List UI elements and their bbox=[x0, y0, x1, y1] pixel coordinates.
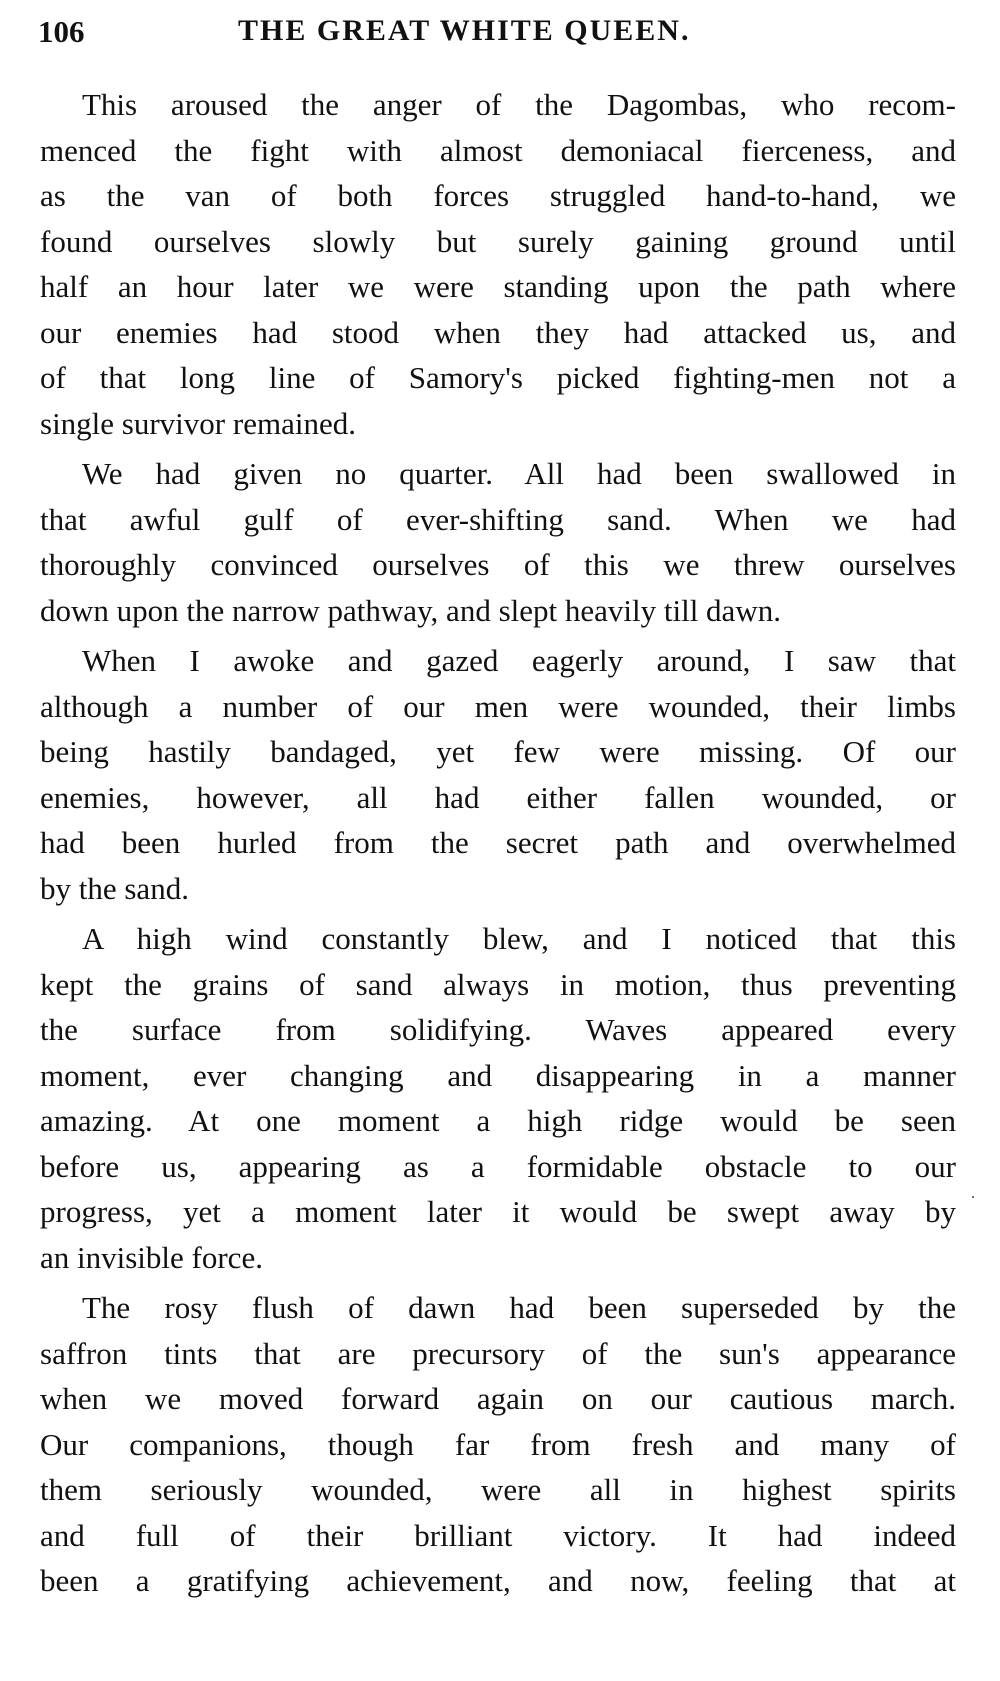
text-line: Our companions, though far from fresh and many of bbox=[40, 1426, 956, 1462]
text-line: progress, yet a moment later it would be swept away by bbox=[40, 1194, 956, 1229]
text-line: half an hour later we were standing upon the path where bbox=[40, 269, 956, 304]
running-title: THE GREAT WHITE QUEEN. bbox=[238, 14, 691, 47]
text-line: thoroughly convinced ourselves of this we threw ourselves bbox=[40, 547, 956, 582]
text-line: found ourselves slowly but surely gaining ground until bbox=[40, 223, 956, 259]
text-line: The rosy flush of dawn had been superseded by the bbox=[82, 1290, 956, 1325]
text-line: being hastily bandaged, yet few were missing. Of our bbox=[40, 734, 956, 769]
text-line: kept the grains of sand always in motion, thus preventing bbox=[40, 966, 956, 1002]
text-line: A high wind constantly blew, and I noticed that this bbox=[82, 921, 956, 956]
text-line: before us, appearing as a formidable obstacle to our bbox=[40, 1148, 956, 1184]
paragraph-4 bbox=[40, 916, 956, 1280]
text-line: and full of their brilliant victory. It had indeed bbox=[40, 1517, 956, 1553]
text-line: amazing. At one moment a high ridge would be seen bbox=[40, 1103, 956, 1138]
text-line: our enemies had stood when they had attacked us, and bbox=[40, 314, 956, 350]
paragraph-2 bbox=[40, 451, 956, 633]
text-line: as the van of both forces struggled hand-to-hand, we bbox=[40, 178, 956, 213]
text-line: by the sand. bbox=[40, 870, 189, 906]
text-line: when we moved forward again on our cautious march. bbox=[40, 1381, 956, 1416]
text-line: single survivor remained. bbox=[40, 405, 356, 441]
text-line: saffron tints that are precursory of the sun's appearance bbox=[40, 1335, 956, 1371]
page-number: 106 bbox=[38, 14, 85, 49]
text-line: the surface from solidifying. Waves appeared every bbox=[40, 1012, 956, 1047]
text-line: menced the fight with almost demoniacal fierceness, and bbox=[40, 132, 956, 168]
text-line: had been hurled from the secret path and overwhelmed bbox=[40, 825, 956, 860]
stray-ink-mark bbox=[972, 1196, 974, 1198]
body-text bbox=[40, 82, 956, 1609]
running-head bbox=[38, 14, 948, 64]
text-line: them seriously wounded, were all in highest spirits bbox=[40, 1472, 956, 1507]
text-line: enemies, however, all had either fallen wounded, or bbox=[40, 779, 956, 815]
text-line: When I awoke and gazed eagerly around, I saw that bbox=[82, 643, 956, 678]
text-line: an invisible force. bbox=[40, 1239, 263, 1275]
text-line: This aroused the anger of the Dagombas, who recom- bbox=[82, 87, 956, 122]
text-line: that awful gulf of ever-shifting sand. When we had bbox=[40, 501, 956, 537]
text-line: been a gratifying achievement, and now, feeling that at bbox=[40, 1563, 956, 1598]
text-line: although a number of our men were wounded, their limbs bbox=[40, 688, 956, 724]
text-line: of that long line of Samory's picked fighting-men not a bbox=[40, 360, 956, 395]
text-line: down upon the narrow pathway, and slept heavily till dawn. bbox=[40, 592, 781, 628]
paragraph-3 bbox=[40, 638, 956, 911]
paragraph-1 bbox=[40, 82, 956, 446]
text-line: We had given no quarter. All had been swallowed in bbox=[82, 456, 956, 491]
paragraph-5 bbox=[40, 1285, 956, 1604]
text-line: moment, ever changing and disappearing in a manner bbox=[40, 1057, 956, 1093]
